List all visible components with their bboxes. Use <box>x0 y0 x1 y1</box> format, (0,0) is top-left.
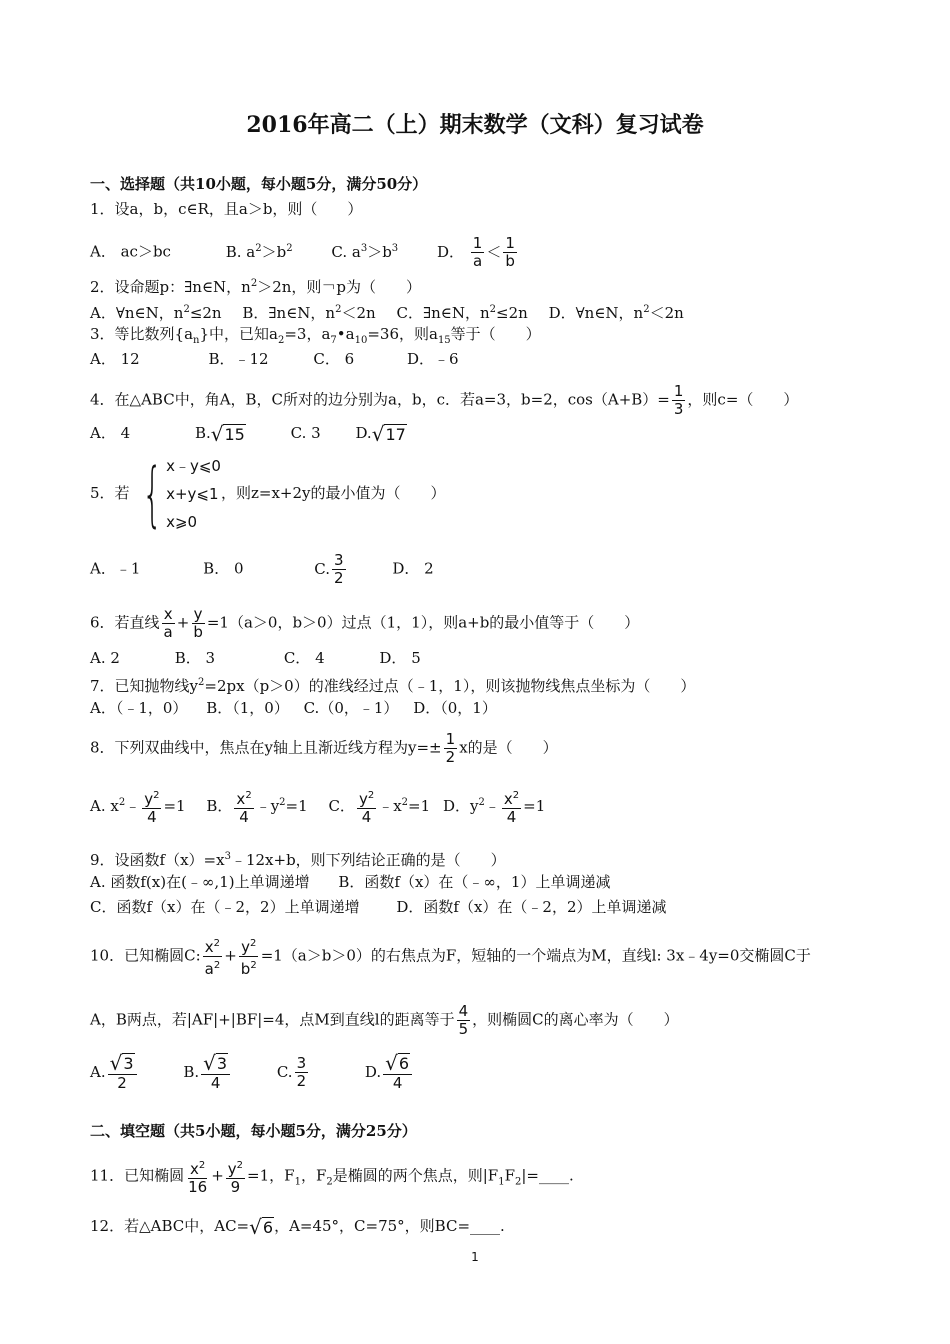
option-c: C．∃n∈N，$n^2\le 2n$ <box>396 304 528 322</box>
question-9-options-row2 <box>90 897 667 917</box>
option-c: C． 4 <box>283 649 325 667</box>
option-a: A．∀n∈N，$n^2\le 2n$ <box>90 304 222 322</box>
option-b: B. √ 15 <box>194 421 245 446</box>
option-b: B． $\frac{x^2}{4}$ $﹣y^2=1$ <box>206 797 307 815</box>
option-b: B．函数f（x）在（﹣∞，1）上单调递减 <box>338 873 611 891</box>
option-b: B．（1，0） <box>206 699 289 717</box>
question-7-options <box>90 698 497 718</box>
question-7-stem: 7．已知抛物线$y^2=2px(p>0)$的准线经过点（﹣1，1），则该抛物线焦点坐标为（ ） <box>90 677 696 695</box>
option-c: C． 6 <box>313 350 355 368</box>
option-a: A. √ 3 2 <box>90 1063 139 1081</box>
page-title: 2016年高二（上）期末数学（文科）复习试卷 <box>246 112 704 138</box>
option-c: C.（0，﹣1） <box>303 699 399 717</box>
option-c: C. 3 <box>290 424 321 442</box>
question-12-stem: 12．若△ABC中，AC= √ 6 ，A=45°，C=75°，则BC=____. <box>90 1214 505 1239</box>
option-d: D．﹣6 <box>406 350 459 368</box>
question-1-options <box>90 235 519 270</box>
option-b: B．﹣12 <box>208 350 269 368</box>
option-d: D． 2 <box>392 559 434 578</box>
question-3-stem: 3．等比数列$\{a_n\}$中，已知$a_2=3$，$a_7•a_{10}=36$，则$a_{15}$等于（ ） <box>90 325 541 346</box>
section-choice-heading: 一、选择题（共10小题，每小题5分，满分50分） <box>90 175 428 193</box>
question-8-stem: 8．下列双曲线中，焦点在y轴上且渐近线方程为y=± $\frac{1}{2}$ x的是（ ） <box>90 730 558 766</box>
question-10-options <box>90 1053 414 1092</box>
option-b: B． 3 <box>174 649 216 667</box>
question-10-stem: 10．已知椭圆C: $\frac{x^2}{a^2}$ + $\frac{y^2}{b^2}$ =1（a＞b＞0）的右焦点为F，短轴的一个端点为M，直线l: 3x﹣4y=0交椭圆C于 <box>90 935 811 978</box>
question-4-options <box>90 423 407 445</box>
option-a: A． 12 <box>90 350 140 368</box>
option-d: D．$y^2﹣$ $\frac{x^2}{4}$ =1 <box>443 797 545 815</box>
option-d: D．函数f（x）在（﹣2，2）上单调递减 <box>396 898 667 916</box>
option-a: A． 4 <box>90 424 131 442</box>
question-9-options-row1 <box>90 872 610 892</box>
question-5-stem: 5．若 { x﹣y⩽0 x+y⩽1 x⩾0 ，则z=x+2y的最小值为（ ） <box>90 453 446 535</box>
question-6-options <box>90 648 421 668</box>
question-1-stem: 1．设a，b，c∈R，且a＞b，则（ ） <box>90 200 363 218</box>
option-d: D． $\frac{1}{a}$ ＜ $\frac{1}{b}$ <box>436 234 515 270</box>
question-3-options <box>90 349 459 369</box>
option-a: A. 2 <box>90 649 120 667</box>
question-2-stem: 2．设命题p：∃n∈N，$n^2>2n$，则￢p为（ ） <box>90 278 422 296</box>
question-6-stem: 6．若直线 $\frac{x}{a}$ + $\frac{y}{b}$ =1（a＞0，b＞0）过点（1，1），则a+b的最小值等于（ ） <box>90 605 640 641</box>
option-c: C． $\frac{y^2}{4}$ $﹣x^2=1$ <box>328 797 430 815</box>
section-fill-heading: 二、填空题（共5小题，每小题5分，满分25分） <box>90 1122 417 1140</box>
question-9-stem: 9．设函数$f(x)=x^3﹣12x+b$，则下列结论正确的是（ ） <box>90 851 506 869</box>
option-c: C. $\frac{3}{2}$ <box>276 1054 307 1090</box>
question-11-stem: 11．已知椭圆 $\frac{x^2}{16}$ + $\frac{y^2}{9}$ =1，$F_1$，$F_2$是椭圆的两个焦点，则$|F_1F_2|=\_\_\_\_$. <box>90 1157 574 1196</box>
option-c: C．函数f（x）在（﹣2，2）上单调递增 <box>90 898 360 916</box>
inequality-system: { x﹣y⩽0 x+y⩽1 x⩾0 <box>141 453 221 535</box>
option-a: A. 函数f(x)在(﹣∞,1)上单调递增 <box>90 873 310 891</box>
option-b: B． 0 <box>203 559 244 578</box>
option-b: B．∃n∈N，$n^2<2n$ <box>242 304 376 322</box>
option-c: C. $a^3>b^3$ <box>331 242 399 261</box>
question-10-stem-cont: A，B两点，若|AF|+|BF|=4，点M到直线l的距离等于 $\frac{4}{5}$ ，则椭圆C的离心率为（ ） <box>90 1002 679 1038</box>
option-d: D. √ 6 4 <box>365 1063 414 1081</box>
option-a: A. $x^2﹣$ $\frac{y^2}{4}$ =1 <box>90 797 186 815</box>
option-b: B. $a^2>b^2$ <box>225 242 293 261</box>
question-8-options <box>90 787 545 826</box>
option-b: B. √ 3 4 <box>183 1063 232 1081</box>
option-d: D．∀n∈N，$n^2<2n$ <box>548 304 684 322</box>
option-d: D． 5 <box>379 649 421 667</box>
option-c: C. $\frac{3}{2}$ <box>314 551 344 587</box>
option-d: D. √ 17 <box>355 421 406 446</box>
question-2-options <box>90 300 684 323</box>
question-4-stem: 4．在△ABC中，角A，B，C所对的边分别为a，b，c．若a=3，b=2，cos（A+B）= $\frac{1}{3}$ ，则c=（ ） <box>90 382 799 418</box>
question-5-options <box>90 552 434 587</box>
option-a: A．（﹣1，0） <box>90 699 188 717</box>
option-a: A．﹣1 <box>90 559 141 578</box>
option-a: A． ac＞bc <box>90 242 171 261</box>
option-d: D．（0，1） <box>413 699 497 717</box>
page-number: 1 <box>471 1250 479 1264</box>
